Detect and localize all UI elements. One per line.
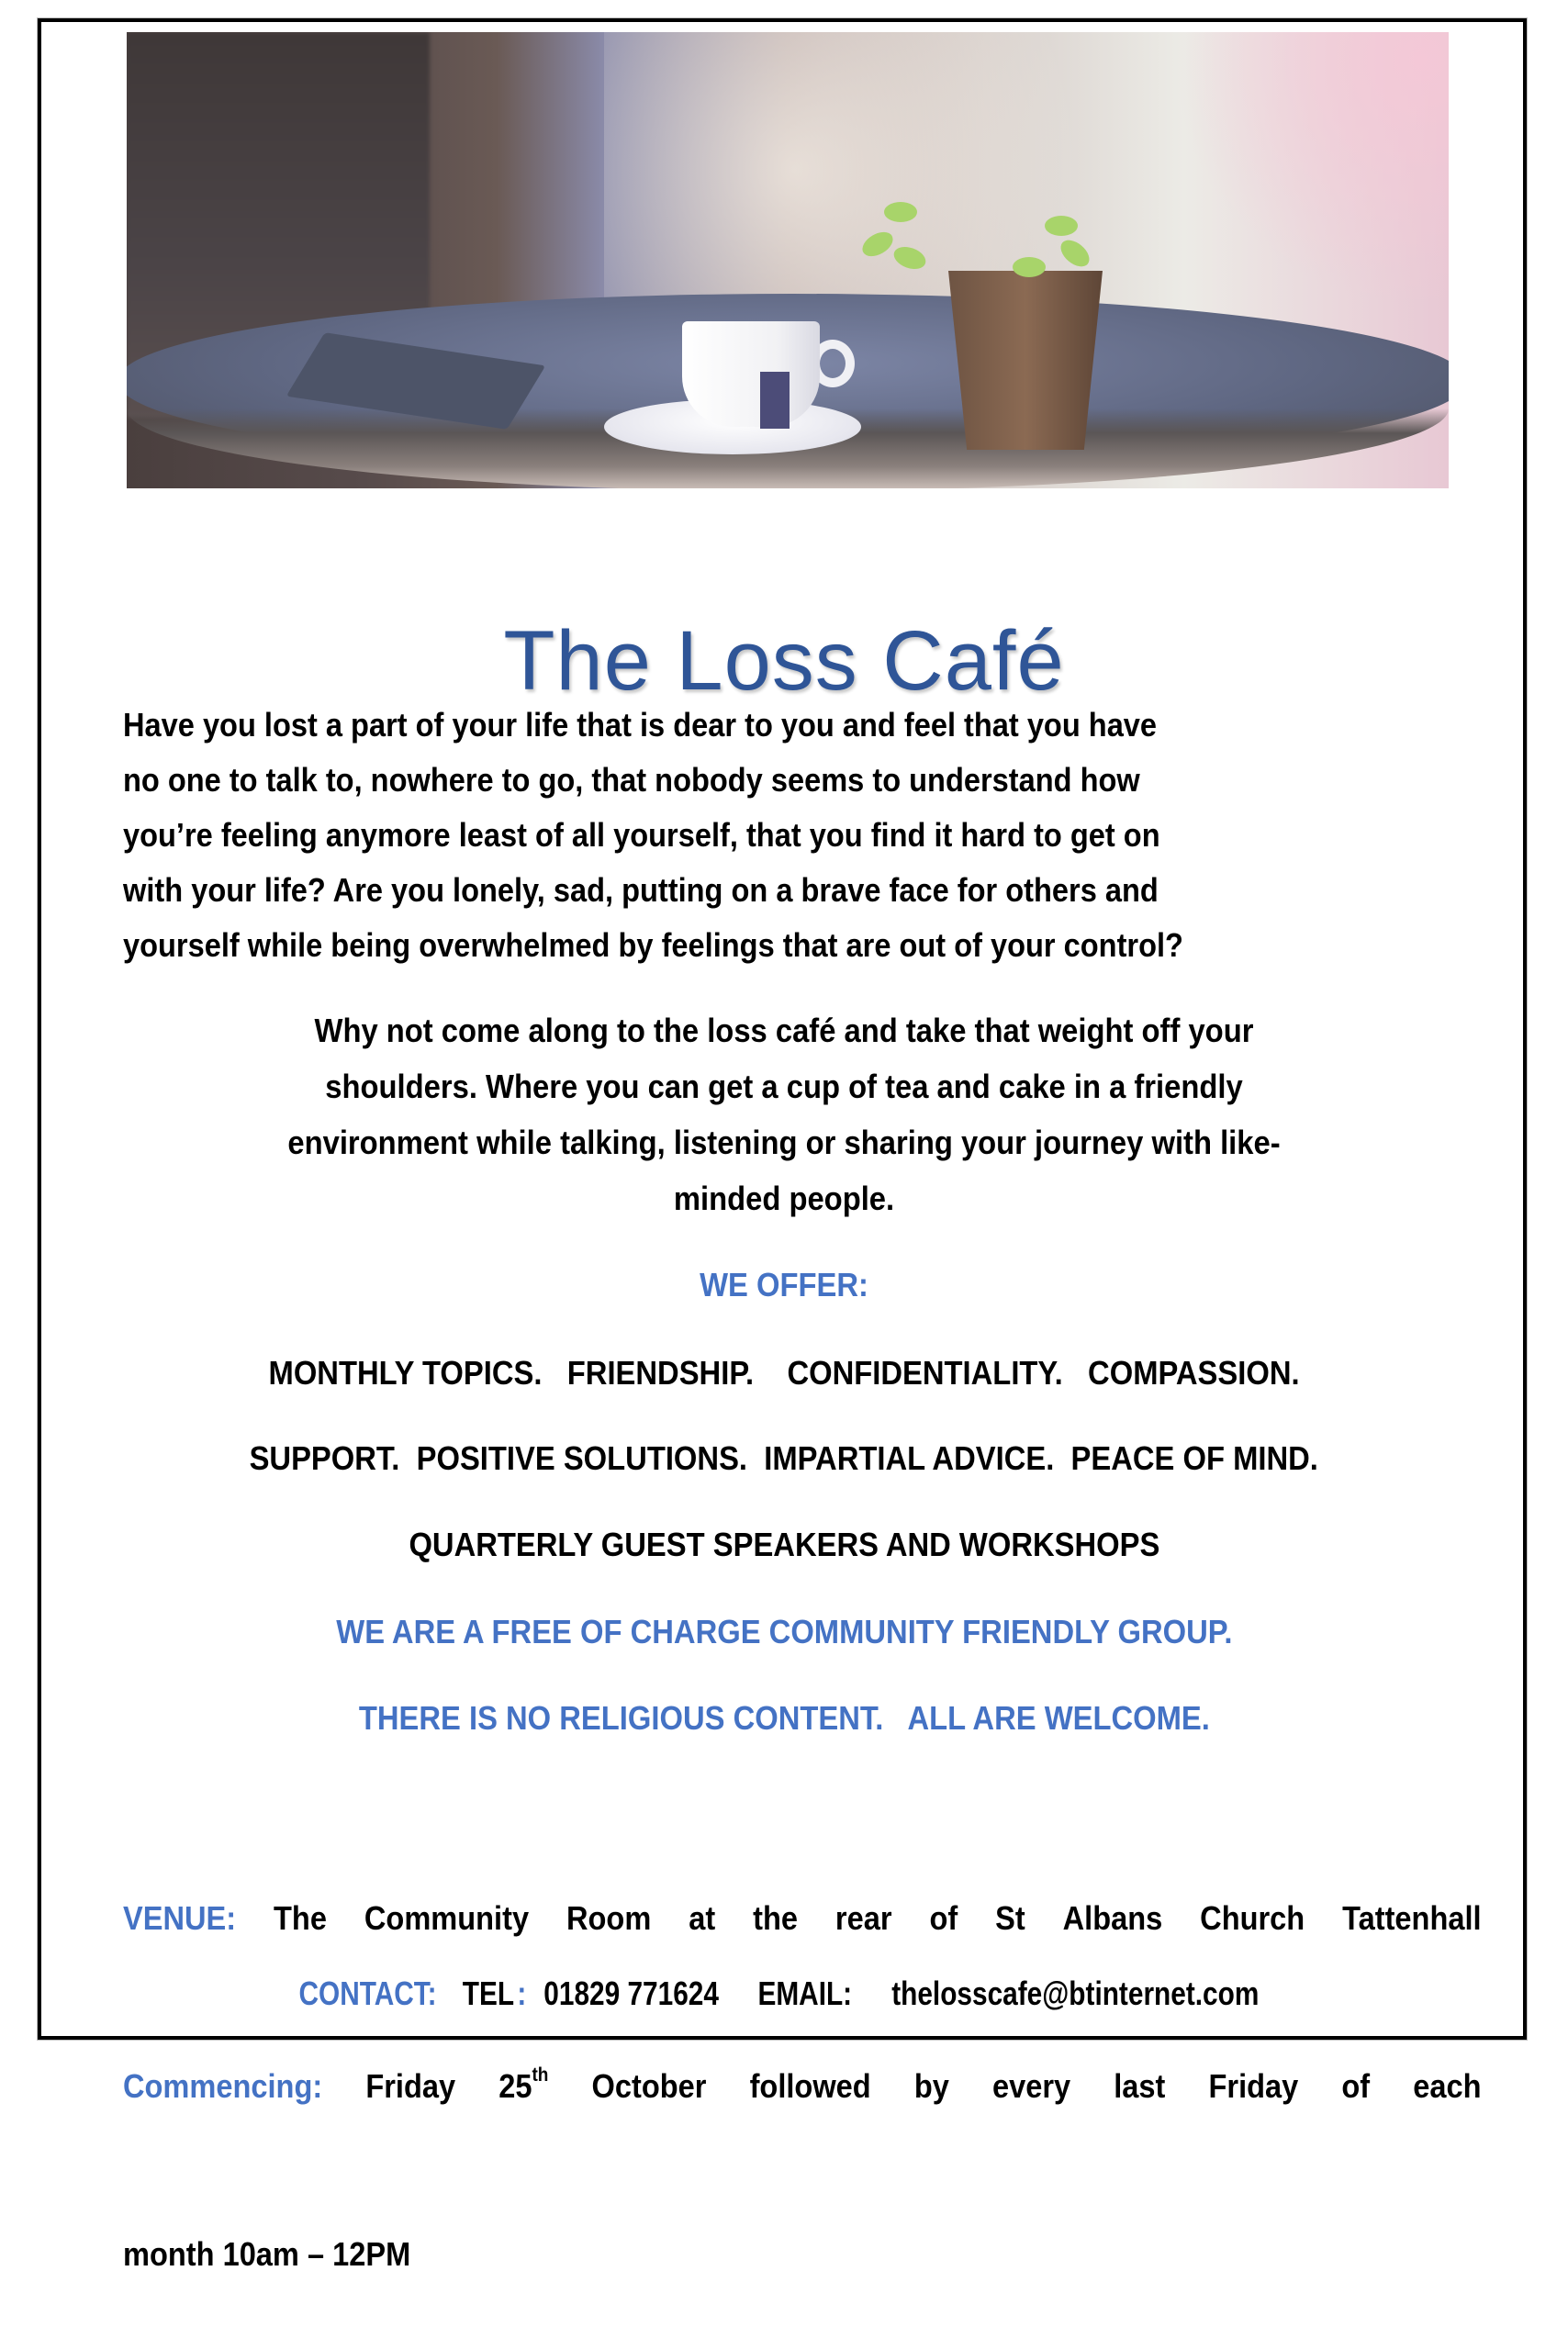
phone-number[interactable]: 01829 771624 [543, 1974, 719, 2012]
intro-line: yourself while being overwhelmed by feelings that are out of your control? [123, 926, 1183, 964]
intro-line: with your life? Are you lonely, sad, putting on a brave face for others and [123, 871, 1159, 909]
commencing-line: Commencing: Friday 25th October followed by every last Friday of each [123, 2058, 1482, 2114]
offer-line-1: MONTHLY TOPICS. FRIENDSHIP. CONFIDENTIALITY. COMPASSION. [268, 1354, 1300, 1392]
tel-label: TEL [462, 1974, 514, 2012]
intro-line: Have you lost a part of your life that is dear to you and feel that you have [123, 706, 1158, 744]
free-of-charge-notice: WE ARE A FREE OF CHARGE COMMUNITY FRIENDLY GROUP. [335, 1613, 1233, 1650]
contact-line: CONTACT: TEL: 01829 771624 EMAIL: thelosscafe@btinternet.com [298, 1974, 1259, 2012]
offer-line-3: QUARTERLY GUEST SPEAKERS AND WORKSHOPS [409, 1526, 1159, 1563]
cafe-photo [127, 32, 1449, 488]
venue-label: VENUE: [123, 1899, 237, 1937]
photo-glow [1173, 32, 1449, 308]
intro-paragraph [123, 698, 1482, 973]
email-address[interactable]: thelosscafe@btinternet.com [890, 1974, 1259, 2012]
page-title: The Loss Café [503, 613, 1065, 708]
intro-line: no one to talk to, nowhere to go, that nobody seems to understand how [123, 761, 1140, 799]
email-label: EMAIL: [756, 1974, 852, 2012]
offer-heading: WE OFFER: [700, 1266, 868, 1303]
invite-paragraph [0, 1002, 1568, 1226]
photo-plant-pot [948, 271, 1103, 450]
photo-cup-label [760, 372, 790, 429]
invite-line: environment while talking, listening or sharing your journey with like- [287, 1124, 1281, 1161]
venue-line: VENUE: The Community Room at the rear of St Albans Church Tattenhall [123, 1890, 1482, 1946]
photo-plant [861, 193, 1100, 285]
offer-line-2: SUPPORT. POSITIVE SOLUTIONS. IMPARTIAL ADVICE. PEACE OF MIND. [249, 1439, 1319, 1477]
invite-line: shoulders. Where you can get a cup of tea and cake in a friendly [325, 1068, 1243, 1105]
invite-line: Why not come along to the loss café and take that weight off your [314, 1012, 1254, 1049]
venue-details [123, 1778, 1568, 2338]
photo-coffee-cup [682, 321, 820, 427]
contact-label: CONTACT: [298, 1974, 437, 2012]
no-religious-content-notice: THERE IS NO RELIGIOUS CONTENT. ALL ARE WELCOME. [358, 1699, 1210, 1737]
intro-line: you’re feeling anymore least of all yourself, that you find it hard to get on [123, 816, 1160, 854]
commencing-label: Commencing: [123, 2067, 323, 2105]
session-times: month 10am – 12PM [123, 2235, 411, 2273]
invite-line: minded people. [673, 1180, 895, 1217]
start-date: 25th [498, 2064, 549, 2105]
